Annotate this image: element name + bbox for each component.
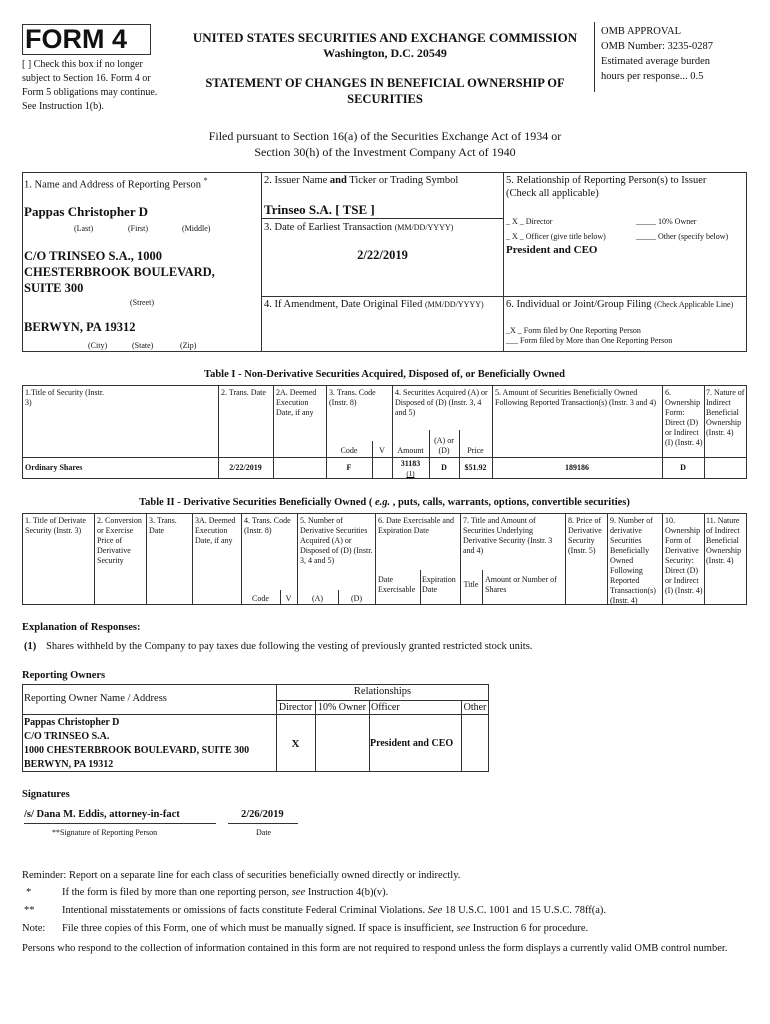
- signatures-heading: Signatures: [22, 789, 70, 800]
- footnote-1-text: Shares withheld by the Company to pay taxes due following the vesting of previously granted restricted stock units.: [46, 641, 533, 652]
- omb-approval: [601, 24, 761, 84]
- box1-label: [24, 176, 208, 192]
- t1-row-title: Ordinary Shares: [25, 463, 83, 472]
- t1-header-nature: 7. Nature of Indirect Beneficial Ownership (Instr. 4): [706, 388, 745, 437]
- persons-text: Persons who respond to the collection of information contained in this form are not required to respond unless the form displays a currently valid OMB control number.: [22, 943, 728, 954]
- star2-text-b: 18 U.S.C. 1001 and 15 U.S.C. 78ff(a).: [442, 905, 607, 916]
- owner-name-address: [24, 716, 249, 772]
- date-line: [228, 823, 298, 824]
- agency-location: Washington, D.C. 20549: [323, 46, 447, 60]
- label-middle: (Middle): [182, 224, 211, 233]
- box3-label-fmt: (MM/DD/YYYY): [394, 223, 454, 232]
- note-see: see: [456, 923, 471, 934]
- agency-name: UNITED STATES SECURITIES AND EXCHANGE COMMISSION: [192, 30, 578, 45]
- reporting-person-address: [24, 248, 215, 296]
- owners-col-name: Reporting Owner Name / Address: [24, 693, 167, 704]
- divider-box2-3: [261, 218, 503, 219]
- t2-header-form: 10. Ownership Form of Derivative Security: Direct (D) or Indirect (I) (Instr. 4): [665, 516, 703, 595]
- t1-row-form: D: [680, 463, 686, 472]
- divider-box3-4: [261, 296, 503, 297]
- own-col-rel: [276, 684, 277, 772]
- t1-header-deemed: 2A. Deemed Execution Date, if any: [276, 388, 317, 417]
- t1-header-title: 1.Title of Security (Instr. 3): [25, 388, 105, 407]
- t2-header-conversion: 2. Conversion or Exercise Price of Derivative Security: [97, 516, 142, 565]
- owner-name-line4: BERWYN, PA 19312: [24, 759, 114, 770]
- reminder-text: Reminder: Report on a separate line for each class of securities beneficially owned directly or indirectly.: [22, 870, 461, 881]
- star1-text-a: If the form is filed by more than one reporting person,: [62, 887, 292, 898]
- t2-col10: [662, 513, 663, 605]
- t2-col7b: [482, 570, 483, 605]
- filed-pursuant-line1: Filed pursuant to Section 16(a) of the Securities Exchange Act of 1934 or: [208, 129, 562, 143]
- issuer-name: Trinseo S.A. [ TSE ]: [264, 202, 375, 217]
- box2-label: [264, 174, 458, 187]
- owners-col-other: Other: [463, 702, 487, 713]
- earliest-transaction-date: 2/22/2019: [357, 248, 408, 262]
- star2-see: See: [427, 905, 443, 916]
- t2-header-number-owned: 9. Number of derivative Securities Beneficially Owned Following Reported Transaction(s) (Instr. 4): [610, 516, 656, 604]
- address-line2: CHESTERBROOK BOULEVARD,: [24, 265, 215, 279]
- relationship-other[interactable]: _____ Other (specify below): [636, 232, 729, 241]
- t1-sub-code: Code: [340, 446, 358, 455]
- filing-one-person[interactable]: _X _ Form filed by One Reporting Person: [506, 326, 641, 335]
- omb-hours: hours per response... 0.5: [601, 71, 704, 82]
- t2-sub-v: V: [285, 594, 292, 603]
- t1-header-code: 3. Trans. Code (Instr. 8): [329, 388, 376, 407]
- label-state: (State): [132, 341, 154, 350]
- t1-header-form: 6. Ownership Form: Direct (D) or Indirect (I) (Instr. 4): [665, 388, 703, 447]
- t2-col3a: [192, 513, 193, 605]
- omb-divider: [594, 22, 595, 92]
- t2-header-deemed: 3A. Deemed Execution Date, if any: [195, 516, 236, 545]
- owner-officer-title: President and CEO: [370, 738, 454, 749]
- divider-box5-6: [503, 296, 747, 297]
- reporting-person-city: BERWYN, PA 19312: [24, 320, 136, 334]
- t2-header-code: 4. Trans. Code (Instr. 8): [244, 516, 291, 535]
- box4-label: [264, 298, 484, 311]
- owners-col-ten: 10% Owner: [317, 702, 367, 713]
- star2-mark: **: [24, 905, 35, 916]
- t2-col6b: [420, 570, 421, 605]
- signature-date: 2/26/2019: [241, 809, 284, 820]
- box4-label-text: 4. If Amendment, Date Original Filed: [264, 299, 425, 310]
- box2-label-c: Ticker or Trading Symbol: [346, 175, 459, 186]
- t2-col2: [94, 513, 95, 605]
- label-last: (Last): [74, 224, 94, 233]
- omb-title: OMB APPROVAL: [601, 26, 682, 37]
- label-city: (City): [88, 341, 108, 350]
- t1-row-amount: [392, 459, 429, 479]
- omb-number: OMB Number: 3235-0287: [601, 41, 713, 52]
- owners-col-relationships: Relationships: [353, 686, 412, 697]
- t2-sub-code: Code: [252, 594, 269, 603]
- t1-row-amount-value: 31183: [400, 459, 421, 468]
- star2-text: [62, 905, 606, 916]
- t1-row-owned: 189186: [565, 463, 589, 472]
- form-title-box: [22, 24, 151, 55]
- t1-sub-price: Price: [467, 446, 484, 455]
- box3-label-text: 3. Date of Earliest Transaction: [264, 222, 395, 233]
- note-text-a: File three copies of this Form, one of which must be manually signed. If space is insufficient,: [62, 923, 457, 934]
- owners-col-officer: Officer: [371, 702, 400, 713]
- own-row-divider: [22, 714, 489, 715]
- box3-label: [264, 221, 453, 234]
- box6-label: [506, 298, 733, 311]
- star1-text-b: Instruction 4(b)(v).: [305, 887, 389, 898]
- t1-sub-v: V: [379, 446, 385, 455]
- t1-row-ad: D: [441, 463, 447, 472]
- t1-header-trans-date: 2. Trans. Date: [221, 388, 266, 397]
- t2-col7: [460, 513, 461, 605]
- table2-title-eg: e.g.: [374, 497, 391, 508]
- box6-label-text: 6. Individual or Joint/Group Filing: [506, 299, 655, 310]
- filing-multiple-persons[interactable]: ___ Form filed by More than One Reporting Person: [506, 336, 673, 345]
- signature-label-text: Signature of Reporting Person: [60, 828, 158, 837]
- t2-header-number: 5. Number of Derivative Securities Acquired (A) or Disposed of (D) (Instr. 3, 4 and 5): [300, 516, 373, 565]
- box2-label-a: 2. Issuer Name: [264, 175, 330, 186]
- t1-row-date: 2/22/2019: [229, 463, 262, 472]
- t2-header-exercisable: 6. Date Exercisable and Expiration Date: [378, 516, 454, 535]
- t1-sub-amount: Amount: [397, 446, 424, 455]
- t1-sub-ad: (A) or (D): [434, 436, 454, 455]
- table2-title-b: , puts, calls, warrants, options, convertible securities): [390, 497, 630, 508]
- owner-director-mark: X: [291, 738, 300, 750]
- signature-label: [52, 828, 157, 838]
- t2-col8: [565, 513, 566, 605]
- star1-text: [62, 887, 388, 898]
- section16-checkbox-note[interactable]: [ ] Check this box if no longer subject to Section 16. Form 4 or Form 5 obligations may continue. See Instruction 1(b).: [22, 59, 158, 112]
- t2-col6: [375, 513, 376, 605]
- date-label: Date: [256, 828, 272, 837]
- t1-row-divider: [22, 457, 747, 458]
- filed-pursuant-line2: Section 30(h) of the Investment Company Act of 1940: [254, 145, 516, 159]
- relationship-ten-pct-owner[interactable]: _____ 10% Owner: [636, 217, 697, 226]
- omb-burden: Estimated average burden: [601, 56, 711, 67]
- table2-title-a: Table II - Derivative Securities Beneficially Owned (: [139, 497, 375, 508]
- filed-pursuant: [100, 128, 670, 160]
- owners-col-director: Director: [278, 702, 313, 713]
- t2-col3: [146, 513, 147, 605]
- statement-title: STATEMENT OF CHANGES IN BENEFICIAL OWNERSHIP OF SECURITIES: [205, 76, 565, 106]
- box5-label-sub: (Check all applicable): [506, 188, 599, 199]
- owners-heading: Reporting Owners: [22, 670, 106, 681]
- note-label: Note:: [22, 923, 46, 934]
- owner-name-line1: Pappas Christopher D: [24, 717, 120, 728]
- t2-sub-d: (D): [350, 594, 363, 603]
- note-text-b: Instruction 6 for procedure.: [470, 923, 589, 934]
- box2-label-b: and: [329, 175, 347, 186]
- officer-title: President and CEO: [506, 244, 598, 256]
- t1-row-footnote-link[interactable]: (1): [406, 470, 415, 478]
- t1-row-price: $51.92: [464, 463, 487, 472]
- label-street: (Street): [130, 298, 154, 307]
- t1-col2a: [273, 385, 274, 479]
- box6-label-note: (Check Applicable Line): [654, 300, 734, 309]
- t2-header-nature: 11. Nature of Indirect Beneficial Ownership (Instr. 4): [706, 516, 742, 565]
- table1-title: Table I - Non-Derivative Securities Acquired, Disposed of, or Beneficially Owned: [204, 369, 565, 380]
- own-rel-divider: [276, 700, 489, 701]
- t2-col4: [241, 513, 242, 605]
- box5-label-text: 5. Relationship of Reporting Person(s) to Issuer: [506, 175, 707, 186]
- t2-header-title: 1. Title of Derivate Security (Instr. 3): [25, 516, 86, 535]
- own-col-officer: [369, 700, 370, 772]
- signer-name: /s/ Dana M. Eddis, attorney-in-fact: [24, 809, 180, 820]
- star1-mark: *: [26, 887, 32, 898]
- divider-box5: [503, 172, 504, 352]
- relationship-officer[interactable]: _ X _ Officer (give title below): [506, 232, 606, 241]
- label-zip: (Zip): [180, 341, 197, 350]
- relationship-director[interactable]: _ X _ Director: [506, 217, 553, 226]
- t2-header-price: 8. Price of Derivative Security (Instr. 5): [568, 516, 602, 555]
- t2-header-underlying: 7. Title and Amount of Securities Underlying Derivative Security (Instr. 3 and 4): [463, 516, 553, 555]
- t1-row-code: F: [346, 463, 352, 472]
- t2-sub-title: Title: [463, 580, 479, 589]
- signature-label-mark: **: [52, 828, 60, 837]
- star1-see: see: [291, 887, 306, 898]
- signature-line: [24, 823, 216, 824]
- star2-text-a: Intentional misstatements or omissions of facts constitute Federal Criminal Violations.: [62, 905, 428, 916]
- box5-label: [506, 174, 744, 200]
- t2-header-trans-date: 3. Trans. Date: [149, 516, 177, 535]
- note-text: [62, 923, 588, 934]
- reporting-person-name: Pappas Christopher D: [24, 204, 149, 219]
- explanation-heading: Explanation of Responses:: [22, 622, 141, 633]
- box4-label-fmt: (MM/DD/YYYY): [424, 300, 484, 309]
- owner-name-line2: C/O TRINSEO S.A.: [24, 731, 110, 742]
- owner-name-line3: 1000 CHESTERBROOK BOULEVARD, SUITE 300: [24, 745, 250, 756]
- t2-col5: [297, 513, 298, 605]
- label-first: (First): [128, 224, 148, 233]
- address-line1: C/O TRINSEO S.A., 1000: [24, 249, 162, 263]
- t2-sub-a: (A): [311, 594, 324, 603]
- box1-asterisk: *: [203, 176, 208, 185]
- box1-label-text: 1. Name and Address of Reporting Person: [24, 179, 202, 191]
- t1-header-acquired: 4. Securities Acquired (A) or Disposed of (D) (Instr. 3, 4 and 5): [395, 388, 488, 417]
- t1-header-owned: 5. Amount of Securities Beneficially Owned Following Reported Transaction(s) (Instr. 3 and 4): [495, 388, 657, 407]
- footnote-1-label: (1): [24, 641, 37, 652]
- t2-col9: [607, 513, 608, 605]
- t2-sub-amount: Amount or Number of Shares: [485, 575, 557, 594]
- t2-sub-expiration: Expiration Date: [422, 575, 456, 594]
- table2-title: [22, 497, 747, 508]
- t2-sub-date-exercisable: Date Exercisable: [378, 575, 416, 594]
- address-line3: SUITE 300: [24, 281, 84, 295]
- form-title: FORM 4: [25, 24, 128, 54]
